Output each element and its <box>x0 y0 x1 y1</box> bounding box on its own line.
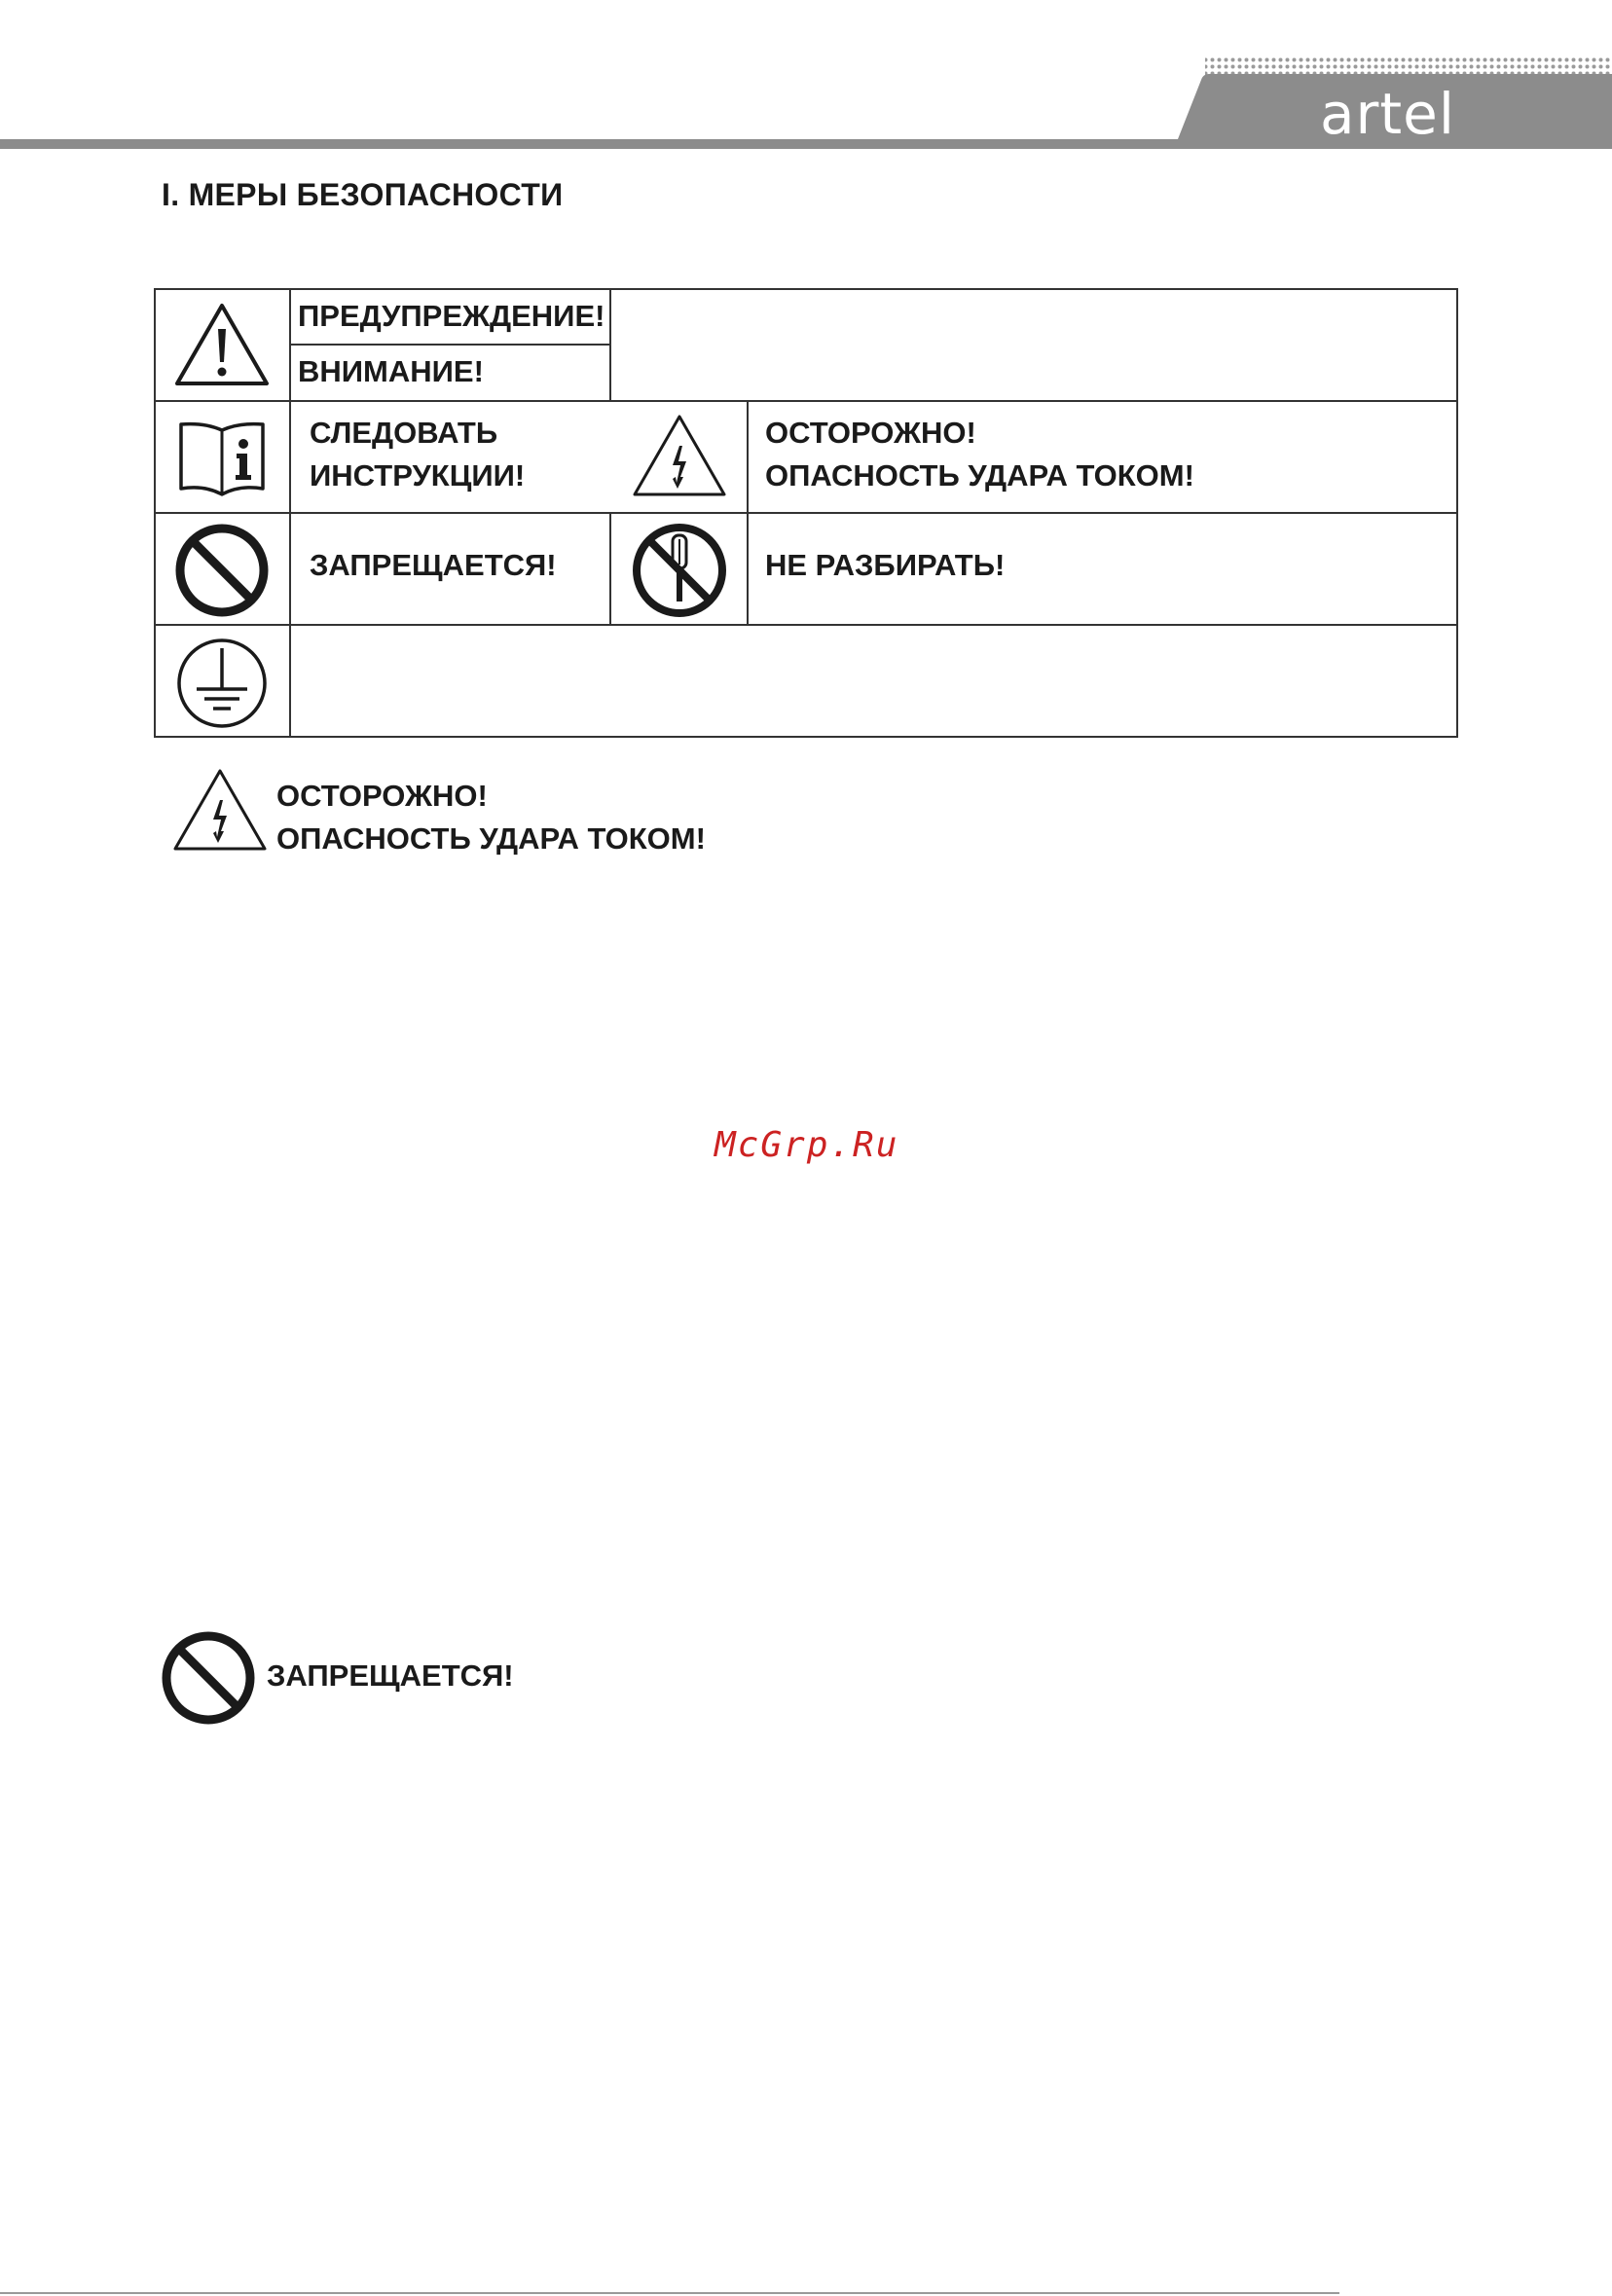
follow-instructions-line1: СЛЕДОВАТЬ <box>310 416 498 450</box>
watermark: McGrp.Ru <box>714 1125 899 1165</box>
electric-shock-icon <box>169 765 271 856</box>
electric-shock-line1: ОСТОРОЖНО! <box>765 416 976 450</box>
shock-notice-line2: ОПАСНОСТЬ УДАРА ТОКОМ! <box>276 821 706 856</box>
do-not-disassemble-label: НЕ РАЗБИРАТЬ! <box>765 548 1006 582</box>
prohibition-icon <box>160 1629 257 1727</box>
brand-logo: artel <box>1320 81 1455 147</box>
shock-notice-line1: ОСТОРОЖНО! <box>276 779 488 813</box>
footer-line <box>0 2292 1339 2294</box>
caution-label: ВНИМАНИЕ! <box>298 354 484 388</box>
section-title: I. МЕРЫ БЕЗОПАСНОСТИ <box>162 177 564 212</box>
follow-instructions-line2: ИНСТРУКЦИИ! <box>310 458 526 492</box>
warning-label: ПРЕДУПРЕЖДЕНИЕ! <box>298 299 605 333</box>
prohibited-notice-label: ЗАПРЕЩАЕТСЯ! <box>267 1658 514 1693</box>
electric-shock-line2: ОПАСНОСТЬ УДАРА ТОКОМ! <box>765 458 1194 492</box>
prohibited-label: ЗАПРЕЩАЕТСЯ! <box>310 548 557 582</box>
symbols-table <box>154 288 1458 738</box>
